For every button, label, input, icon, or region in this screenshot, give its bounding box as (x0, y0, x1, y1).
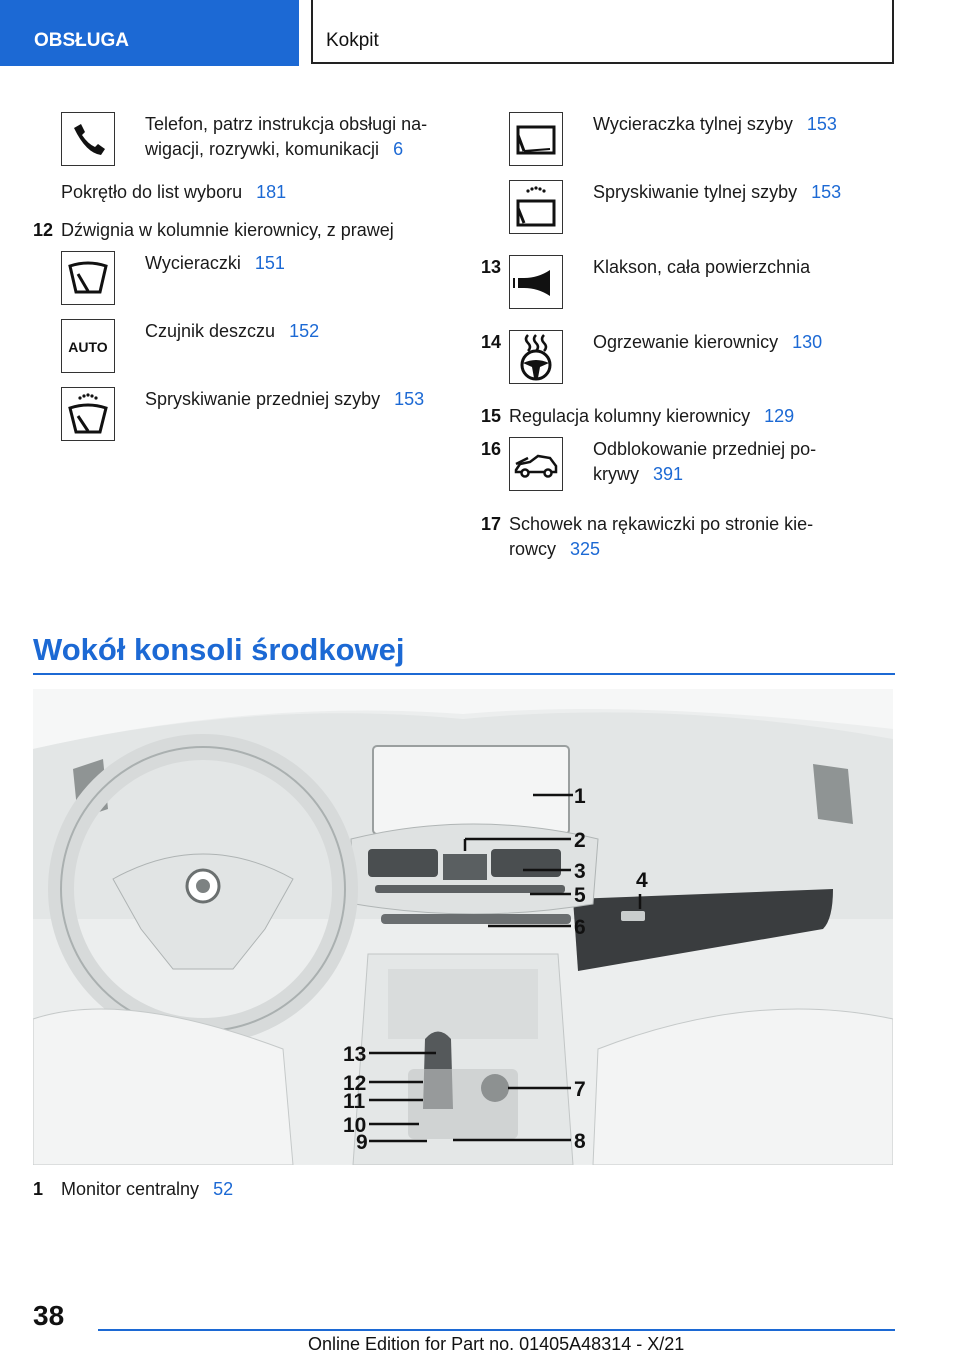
item-number-17: 17 (481, 514, 502, 534)
item-number-12: 12 (33, 220, 54, 240)
wipers-text: Wycieraczki 151 (145, 253, 285, 273)
section-tab (0, 0, 299, 66)
item-number-15: 15 (481, 406, 502, 426)
rear-washer-icon (509, 180, 563, 234)
hood-release-text-line1: Odblokowanie przedniej po- (593, 439, 817, 459)
callout-12: 12 (343, 1072, 367, 1095)
callout-3: 3 (574, 860, 586, 883)
callout-4: 4 (636, 869, 648, 892)
front-wiper-icon (61, 251, 115, 305)
rear-wiper-text: Wycieraczka tylnej szyby 153 (593, 114, 837, 134)
rear-wiper-icon (509, 112, 563, 166)
selector-page-ref[interactable]: 181 (256, 182, 287, 202)
callout-6: 6 (574, 916, 586, 939)
svg-text:AUTO: AUTO (68, 339, 108, 355)
rear-washer-text: Spryskiwanie tylnej szyby 153 (593, 182, 842, 202)
horn-text: Klakson, cała powierzchnia (593, 257, 811, 277)
rear-wiper-page-ref[interactable]: 153 (806, 114, 837, 134)
item-number-14: 14 (481, 332, 502, 352)
callout-13: 13 (343, 1043, 367, 1066)
callout-1: 1 (574, 785, 586, 808)
chapter-tab (311, 0, 894, 64)
heated-wheel-text: Ogrzewanie kierownicy 130 (593, 332, 823, 352)
legend-item1-text: Monitor centralny 52 (61, 1179, 234, 1199)
rain-sensor-text: Czujnik deszczu 152 (145, 321, 320, 341)
callout-7: 7 (574, 1078, 586, 1101)
hood-release-text-line2: krywy 391 (593, 464, 684, 484)
section-title: Wokół konsoli środkowej (33, 632, 405, 667)
legend-item1-page-ref[interactable]: 52 (213, 1179, 234, 1199)
phone-icon (61, 112, 115, 166)
hood-release-icon (509, 437, 563, 491)
glovebox-text-line1: Schowek na rękawiczki po stronie kie- (509, 514, 814, 534)
front-washer-page-ref[interactable]: 153 (394, 389, 425, 409)
column-adjust-page-ref[interactable]: 129 (764, 406, 795, 426)
selector-text: Pokrętło do list wyboru 181 (61, 182, 287, 202)
callout-11: 11 (343, 1090, 366, 1113)
item12-text: Dźwignia w kolumnie kierownicy, z prawej (61, 220, 394, 240)
glovebox-page-ref[interactable]: 325 (570, 539, 601, 559)
rear-washer-page-ref[interactable]: 153 (811, 182, 842, 202)
section-rule (33, 673, 895, 675)
front-washer-text: Spryskiwanie przedniej szyby 153 (145, 389, 425, 409)
rain-sensor-page-ref[interactable]: 152 (289, 321, 320, 341)
footer-edition: Online Edition for Part no. 01405A48314 - X/21 (308, 1334, 685, 1354)
page-number: 38 (33, 1300, 65, 1331)
footer-rule (98, 1329, 895, 1331)
front-washer-icon (61, 387, 115, 441)
heated-wheel-page-ref[interactable]: 130 (792, 332, 823, 352)
auto-rain-sensor-icon (61, 319, 115, 373)
item-number-16: 16 (481, 439, 502, 459)
callout-2: 2 (574, 829, 586, 852)
phone-text-line1: Telefon, patrz instrukcja obsługi na- (145, 114, 428, 134)
phone-text-line2: wigacji, rozrywki, komunikacji 6 (145, 139, 404, 159)
callout-9: 9 (356, 1131, 368, 1154)
heated-steering-wheel-icon (509, 330, 563, 384)
glovebox-text-line2: rowcy 325 (509, 539, 601, 559)
cockpit-illustration (33, 689, 893, 1165)
horn-icon (509, 255, 563, 309)
hood-release-page-ref[interactable]: 391 (653, 464, 684, 484)
chapter-label: Kokpit (326, 30, 379, 51)
phone-page-ref[interactable]: 6 (393, 139, 404, 159)
callout-5: 5 (574, 884, 586, 907)
section-label: OBSŁUGA (34, 30, 129, 51)
column-adjust-text: Regulacja kolumny kierownicy 129 (509, 406, 795, 426)
item-number-13: 13 (481, 257, 502, 277)
callout-8: 8 (574, 1130, 586, 1153)
wipers-page-ref[interactable]: 151 (254, 253, 285, 273)
callout-10: 10 (343, 1114, 367, 1137)
legend-number-1: 1 (33, 1179, 44, 1199)
